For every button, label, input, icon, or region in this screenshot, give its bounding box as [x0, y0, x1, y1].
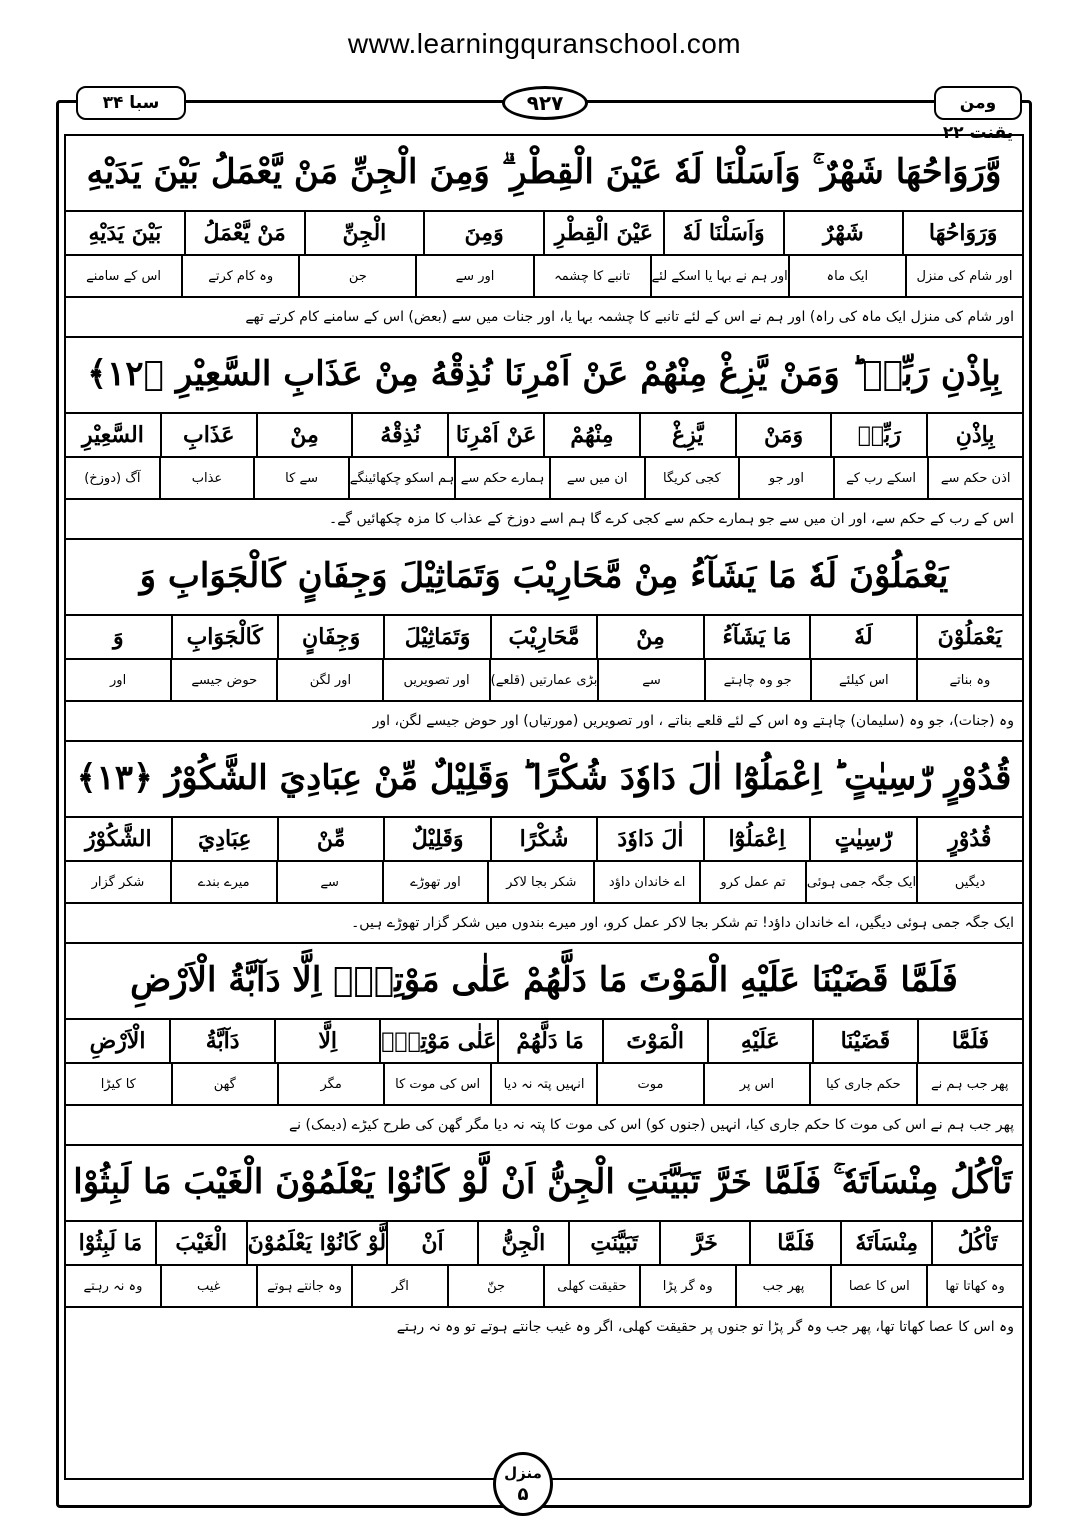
arabic-verse: فَلَمَّا قَضَيْنَا عَلَيْهِ الْمَوْتَ مَا دَلَّهُمْ عَلٰى مَوْتِهٖٓ اِلَّا دَآبَّةُ الْاَرْضِ — [66, 944, 1022, 1020]
arabic-word: مَنْ يَّعْمَلُ — [184, 212, 304, 254]
arabic-word: الشَّكُوْرُ — [84, 826, 152, 852]
arabic-word: الْغَيْبَ — [155, 1222, 246, 1264]
meaning-row — [66, 862, 1022, 904]
urdu-translation: اس کے رب کے حکم سے، اور ان میں سے جو ہمارے حکم سے کجی کرے گا ہم اسے دوزخ کے عذاب کا مزہ چکھائیں گے۔ — [66, 500, 1022, 540]
word-meaning: موت — [596, 1064, 702, 1104]
word-meaning: وہ نہ رہتے — [83, 1278, 143, 1294]
arabic-word: شَهْرٌ — [783, 212, 903, 254]
word-meaning: انہیں پتہ نہ دیا — [490, 1064, 596, 1104]
arabic-verse: قُدُوْرٍ رّٰسِيٰتٍ ؕ اِعْمَلُوْٓا اٰلَ دَاوٗدَ شُكْرًا ؕ وَقَلِيْلٌ مِّنْ عِبَادِيَ الشَّكُوْرُ ﴿۱۳﴾ — [66, 742, 1022, 818]
verse-block — [66, 540, 1022, 742]
word-meaning: شکر بجا لاکر — [487, 862, 593, 902]
word-meaning: آگ (دوزخ) — [84, 470, 141, 486]
word-meaning: تانبے کا چشمہ — [533, 256, 650, 296]
arabic-word: نُذِقْهُ — [351, 414, 447, 456]
arabic-word: اِلَّا — [274, 1020, 379, 1062]
word-meaning: سے — [597, 660, 703, 700]
word-meaning: کجی کریگا — [644, 458, 739, 498]
word-row — [66, 818, 1022, 862]
arabic-word: دَآبَّةُ — [169, 1020, 274, 1062]
meaning-row — [66, 1064, 1022, 1106]
arabic-word: فَلَمَّا — [917, 1020, 1022, 1062]
arabic-word: مَا دَلَّهُمْ — [497, 1020, 602, 1062]
arabic-word: كَالْجَوَابِ — [171, 616, 277, 658]
arabic-word: اٰلَ دَاوٗدَ — [596, 818, 702, 860]
word-meaning: اور تھوڑے — [382, 862, 488, 902]
word-meaning: سے — [276, 862, 382, 902]
word-meaning: اور سے — [415, 256, 532, 296]
word-row — [66, 1020, 1022, 1064]
arabic-word: وَقَلِيْلٌ — [383, 818, 489, 860]
word-meaning: اگر — [351, 1266, 447, 1306]
arabic-word: مَا يَشَآءُ — [703, 616, 809, 658]
arabic-word: تَبَيَّنَتِ — [568, 1222, 659, 1264]
verse-block — [66, 742, 1022, 944]
word-row — [66, 212, 1022, 256]
surah-label: سبا ۳۴ — [76, 86, 186, 120]
arabic-word: خَرَّ — [659, 1222, 750, 1264]
word-meaning: دیگیں — [916, 862, 1022, 902]
word-meaning: اور تصویریں — [382, 660, 488, 700]
word-meaning: اور شام کی منزل — [905, 256, 1022, 296]
meaning-row — [66, 256, 1022, 298]
arabic-word: عَلَيْهِ — [707, 1020, 812, 1062]
arabic-word: فَلَمَّا — [749, 1222, 840, 1264]
arabic-word: وَمِنَ — [423, 212, 543, 254]
word-meaning: وہ گر پڑا — [639, 1266, 735, 1306]
word-meaning: اس کے سامنے — [86, 268, 161, 284]
word-meaning: اس پر — [703, 1064, 809, 1104]
word-meaning: عذاب — [159, 458, 254, 498]
word-meaning: جنّ — [447, 1266, 543, 1306]
arabic-verse: بِاِذْنِ رَبِّهٖ ؕ وَمَنْ يَّزِغْ مِنْهُمْ عَنْ اَمْرِنَا نُذِقْهُ مِنْ عَذَابِ السَّعِيْرِ ﴿۱۲﴾ — [66, 338, 1022, 414]
word-meaning: وہ بناتے — [916, 660, 1022, 700]
arabic-word: رّٰسِيٰتٍ — [809, 818, 915, 860]
arabic-word: اَنْ — [386, 1222, 477, 1264]
arabic-word: الْاَرْضِ — [89, 1028, 146, 1054]
word-row — [66, 414, 1022, 458]
word-meaning: ان میں سے — [549, 458, 644, 498]
arabic-word: عَيْنَ الْقِطْرِ — [543, 212, 663, 254]
verses-table — [66, 136, 1022, 1348]
arabic-word: عِبَادِيَ — [171, 818, 277, 860]
arabic-word: يَعْمَلُوْنَ — [916, 616, 1022, 658]
word-meaning: اس کا عصا — [830, 1266, 926, 1306]
arabic-word: مِنْسَاَتَهٗ — [840, 1222, 931, 1264]
arabic-word: اِعْمَلُوْٓا — [703, 818, 809, 860]
word-meaning: ہمارے حکم سے — [454, 458, 549, 498]
arabic-word: مِّنْ — [277, 818, 383, 860]
word-meaning: گھن — [171, 1064, 277, 1104]
page-number: ۹۲۷ — [502, 86, 588, 120]
verse-block — [66, 944, 1022, 1146]
urdu-translation: اور شام کی منزل ایک ماہ کی راہ) اور ہم نے اس کے لئے تانبے کا چشمہ بہا یا، اور جنات میں سے (بعض) اس کے سامنے کام کرتے تھے — [66, 298, 1022, 338]
word-meaning: بڑی عمارتیں (قلعے) — [489, 660, 598, 700]
word-meaning: سے کا — [253, 458, 348, 498]
word-meaning: وہ جانتے ہوتے — [256, 1266, 352, 1306]
manzil-badge — [493, 1452, 553, 1516]
meaning-row — [66, 660, 1022, 702]
word-row — [66, 616, 1022, 660]
arabic-word: تَاْكُلُ — [931, 1222, 1022, 1264]
word-meaning: حکم جاری کیا — [809, 1064, 915, 1104]
word-meaning: ایک ماہ — [788, 256, 905, 296]
arabic-word: وَ — [112, 624, 124, 650]
arabic-word: يَّزِغْ — [639, 414, 735, 456]
urdu-translation: ایک جگہ جمی ہوئی دیگیں، اے خاندان داؤد! تم شکر بجا لاکر عمل کرو، اور میرے بندوں میں شکر گزار تھوڑے ہیں۔ — [66, 904, 1022, 944]
word-meaning: شکر گزار — [91, 874, 145, 890]
arabic-word: وَمَنْ — [735, 414, 831, 456]
word-meaning: مگر — [277, 1064, 383, 1104]
word-meaning: کا کیڑا — [100, 1076, 136, 1092]
urdu-translation: وہ (جنات)، جو وہ (سلیمان) چاہتے وہ اس کے لئے قلعے بناتے ، اور تصویریں (مورتیاں) اور حوض جیسے لگن، اور — [66, 702, 1022, 742]
arabic-word: الْمَوْتَ — [602, 1020, 707, 1062]
arabic-word: رَبِّهٖ — [830, 414, 926, 456]
arabic-word: شُكْرًا — [490, 818, 596, 860]
arabic-word: مِنْهُمْ — [543, 414, 639, 456]
word-meaning: اے خاندان داؤد — [593, 862, 699, 902]
arabic-word: وَرَوَاحُهَا — [902, 212, 1022, 254]
arabic-word: مَا لَبِثُوْا — [78, 1230, 143, 1256]
word-meaning: ایک جگہ جمی ہوئی — [805, 862, 916, 902]
arabic-word: السَّعِيْرِ — [82, 422, 144, 448]
arabic-verse: وَّرَوَاحُهَا شَهْرٌ ۚ وَاَسَلْنَا لَهٗ عَيْنَ الْقِطْرِ ۗ وَمِنَ الْجِنِّ مَنْ يَّعْمَلُ بَيْنَ يَدَيْهِ — [66, 136, 1022, 212]
arabic-word: الْجِنُّ — [477, 1222, 568, 1264]
word-row — [66, 1222, 1022, 1266]
arabic-word: مَّحَارِيْبَ — [490, 616, 596, 658]
word-meaning: اور جو — [738, 458, 833, 498]
arabic-word: بِاِذْنِ — [926, 414, 1022, 456]
word-meaning: پھر جب — [735, 1266, 831, 1306]
arabic-word: بَيْنَ يَدَيْهِ — [88, 220, 162, 246]
word-meaning: اس کیلئے — [810, 660, 916, 700]
verse-block — [66, 1146, 1022, 1348]
arabic-verse: يَعْمَلُوْنَ لَهٗ مَا يَشَآءُ مِنْ مَّحَارِيْبَ وَتَمَاثِيْلَ وَجِفَانٍ كَالْجَوَابِ وَ — [66, 540, 1022, 616]
word-meaning: جو وہ چاہتے — [704, 660, 810, 700]
urdu-translation: پھر جب ہم نے اس کی موت کا حکم جاری کیا، انہیں (جنوں کو) اس کی موت کا پتہ نہ دیا مگر گھن کی طرح کیڑے (دیمک) نے — [66, 1106, 1022, 1146]
word-meaning: اسکے رب کے — [833, 458, 928, 498]
manzil-label: منزل — [504, 1464, 542, 1482]
word-meaning: پھر جب ہم نے — [916, 1064, 1022, 1104]
word-meaning: اور لگن — [276, 660, 382, 700]
meaning-row — [66, 1266, 1022, 1308]
arabic-word: قُدُوْرٍ — [916, 818, 1022, 860]
urdu-translation: وہ اس کا عصا کھاتا تھا، پھر جب وہ گر پڑا تو جنوں پر حقیقت کھلی، اگر وہ غیب جانتے ہوتے تو وہ نہ رہتے — [396, 1319, 1014, 1335]
website-url: www.learningquranschool.com — [347, 28, 742, 59]
word-meaning: اور — [110, 672, 127, 688]
arabic-word: عَذَابِ — [160, 414, 256, 456]
word-meaning: وہ کھاتا تھا — [926, 1266, 1022, 1306]
verse-block — [66, 338, 1022, 540]
arabic-word: وَاَسَلْنَا لَهٗ — [663, 212, 783, 254]
arabic-word: لَهٗ — [809, 616, 915, 658]
meaning-row — [66, 458, 1022, 500]
word-meaning: اور ہم نے بہا یا اسکے لئے — [650, 256, 788, 296]
word-meaning: حوض جیسے — [170, 660, 276, 700]
word-meaning: وہ کام کرتے — [181, 256, 298, 296]
arabic-word: وَجِفَانٍ — [277, 616, 383, 658]
word-meaning: تم عمل کرو — [699, 862, 805, 902]
word-meaning: جن — [298, 256, 415, 296]
word-meaning: حقیقت کھلی — [543, 1266, 639, 1306]
juz-label: ومن یقنت ۲۲ — [934, 86, 1022, 120]
word-meaning: اس کی موت کا — [383, 1064, 489, 1104]
arabic-verse: تَاْكُلُ مِنْسَاَتَهٗ ۚ فَلَمَّا خَرَّ تَبَيَّنَتِ الْجِنُّ اَنْ لَّوْ كَانُوْا يَعْلَمُوْنَ الْغَيْبَ مَا لَبِثُوْا — [66, 1146, 1022, 1222]
arabic-word: الْجِنِّ — [304, 212, 424, 254]
arabic-word: عَنْ اَمْرِنَا — [447, 414, 543, 456]
word-meaning: غیب — [160, 1266, 256, 1306]
word-meaning: اذن حکم سے — [927, 458, 1022, 498]
word-meaning: ہم اسکو چکھائینگے — [348, 458, 454, 498]
manzil-number: ۵ — [517, 1484, 529, 1505]
arabic-word: لَّوْ كَانُوْا يَعْلَمُوْنَ — [246, 1222, 386, 1264]
arabic-word: وَتَمَاثِيْلَ — [383, 616, 489, 658]
arabic-word: مِنْ — [256, 414, 352, 456]
word-meaning: میرے بندے — [170, 862, 276, 902]
arabic-word: عَلٰى مَوْتِهٖٓ — [379, 1020, 496, 1062]
arabic-word: قَضَيْنَا — [812, 1020, 917, 1062]
arabic-word: مِنْ — [596, 616, 702, 658]
verse-block — [66, 136, 1022, 338]
